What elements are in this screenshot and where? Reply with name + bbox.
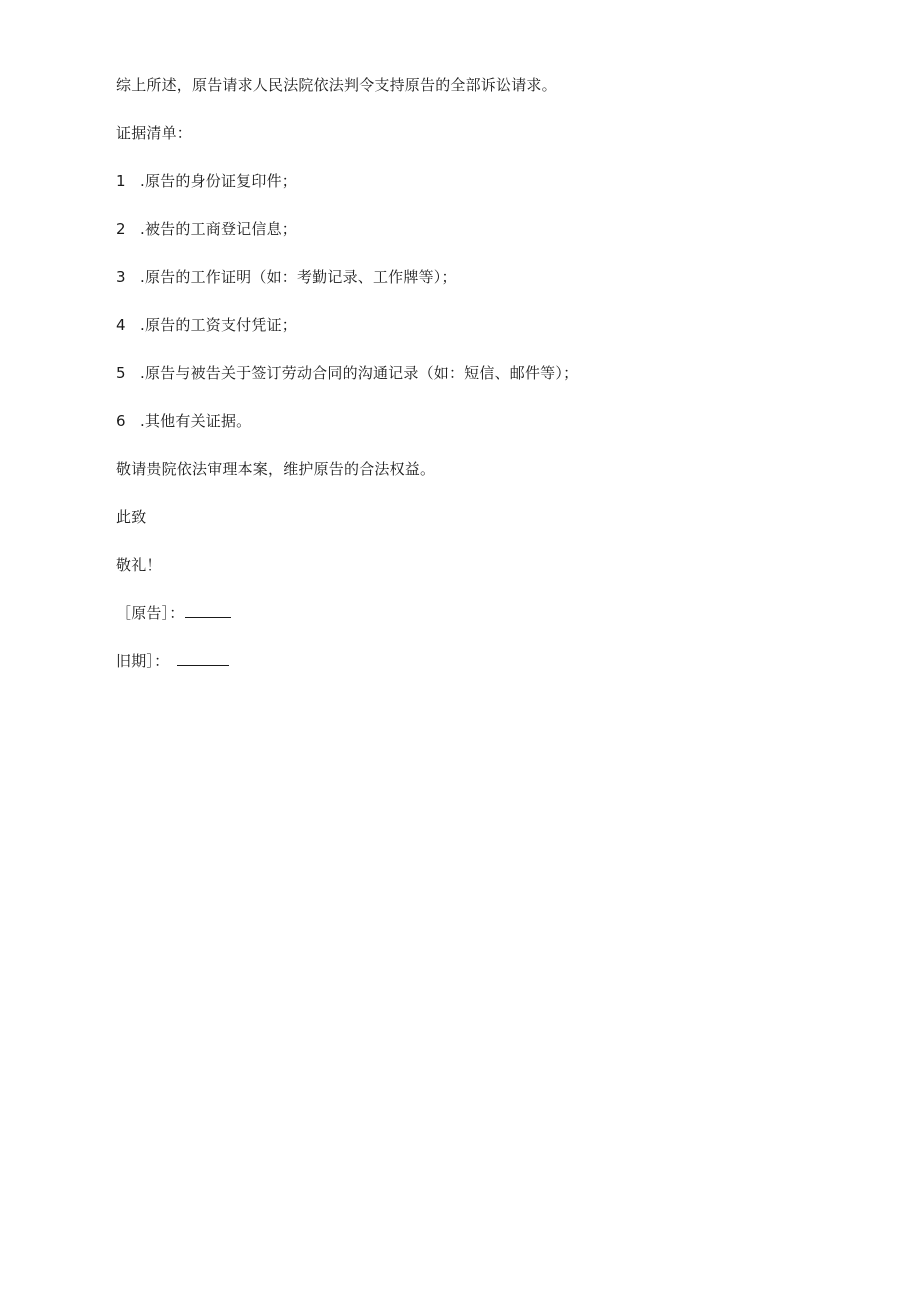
evidence-item-text: .其他有关证据。 bbox=[140, 412, 252, 430]
evidence-item-3 bbox=[116, 267, 457, 287]
closing-regards: 敬礼！ bbox=[116, 556, 162, 574]
date-signature-line bbox=[116, 651, 229, 671]
request-paragraph: 敬请贵院依法审理本案，维护原告的合法权益。 bbox=[116, 460, 436, 478]
conclusion-paragraph: 综上所述，原告请求人民法院依法判令支持原告的全部诉讼请求。 bbox=[116, 76, 557, 94]
plaintiff-label: ［原告］： bbox=[116, 604, 185, 622]
evidence-item-number: 2 bbox=[116, 220, 126, 238]
evidence-item-text: .原告的身份证复印件； bbox=[140, 172, 297, 190]
date-label: 旧期］： bbox=[116, 652, 170, 670]
evidence-item-1 bbox=[116, 171, 297, 191]
evidence-item-5 bbox=[116, 363, 578, 383]
evidence-heading: 证据清单： bbox=[116, 124, 193, 142]
evidence-item-4 bbox=[116, 315, 297, 335]
evidence-item-text: .原告的工作证明（如：考勤记录、工作牌等）； bbox=[140, 268, 457, 286]
evidence-item-number: 6 bbox=[116, 412, 126, 430]
evidence-item-text: .被告的工商登记信息； bbox=[140, 220, 297, 238]
evidence-item-text: .原告与被告关于签订劳动合同的沟通记录（如：短信、邮件等）； bbox=[140, 364, 579, 382]
evidence-item-number: 4 bbox=[116, 316, 126, 334]
evidence-item-text: .原告的工资支付凭证； bbox=[140, 316, 297, 334]
evidence-item-number: 3 bbox=[116, 268, 126, 286]
evidence-item-number: 1 bbox=[116, 172, 126, 190]
closing-salutation: 此致 bbox=[116, 508, 147, 526]
evidence-item-2 bbox=[116, 219, 297, 239]
evidence-item-6 bbox=[116, 411, 251, 431]
plaintiff-signature-line bbox=[116, 603, 231, 623]
plaintiff-blank bbox=[185, 603, 231, 618]
date-blank bbox=[177, 651, 229, 666]
evidence-item-number: 5 bbox=[116, 364, 126, 382]
